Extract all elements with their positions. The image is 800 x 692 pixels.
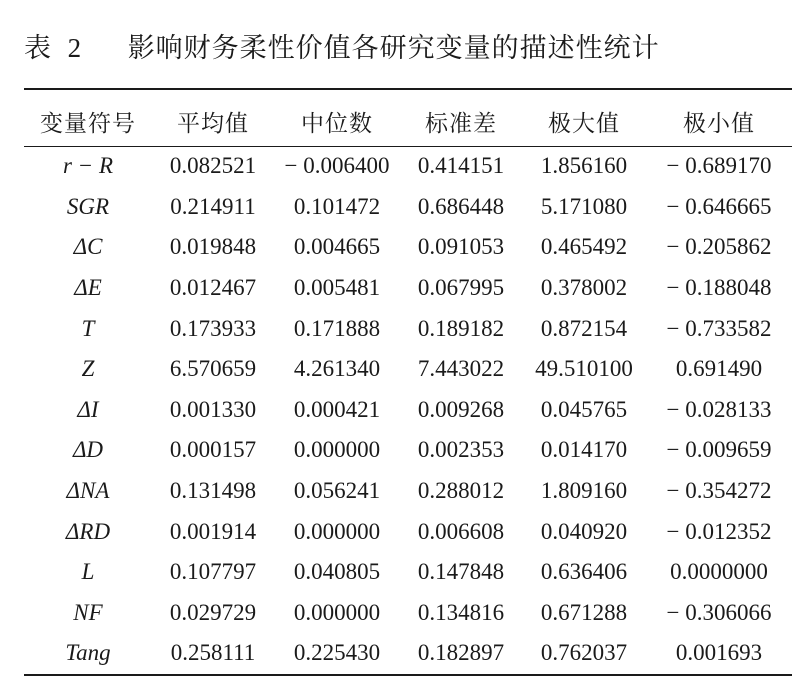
header-row bbox=[24, 96, 792, 146]
cell-median: 0.005481 bbox=[293, 275, 381, 301]
cell-median: 0.040805 bbox=[293, 559, 381, 585]
caption-label: 表 bbox=[24, 33, 52, 64]
cell-max: 0.014170 bbox=[540, 437, 628, 463]
cell-std-dev: 0.091053 bbox=[417, 234, 505, 260]
cell-median: 0.004665 bbox=[293, 234, 381, 260]
table-row bbox=[24, 146, 792, 187]
cell-median: 0.171888 bbox=[293, 315, 381, 341]
table-row bbox=[24, 511, 792, 552]
cell-max: 49.510100 bbox=[535, 356, 633, 382]
table-row bbox=[24, 471, 792, 512]
table-row bbox=[24, 268, 792, 309]
cell-max: 5.171080 bbox=[540, 193, 628, 219]
cell-min: − 0.205862 bbox=[666, 234, 772, 260]
cell-min: 0.001693 bbox=[675, 640, 763, 666]
cell-median: 0.000000 bbox=[293, 599, 381, 625]
cell-median: 4.261340 bbox=[293, 356, 381, 382]
cell-mean: 0.258111 bbox=[170, 640, 256, 666]
cell-variable-symbol: ΔRD bbox=[65, 518, 111, 544]
cell-min: − 0.646665 bbox=[666, 193, 772, 219]
top-rule bbox=[24, 88, 792, 90]
cell-std-dev: 0.006608 bbox=[417, 518, 505, 544]
cell-variable-symbol: ΔE bbox=[74, 275, 102, 301]
table-caption bbox=[24, 26, 660, 65]
cell-mean: 0.001914 bbox=[169, 518, 257, 544]
cell-mean: 0.000157 bbox=[169, 437, 257, 463]
cell-std-dev: 0.002353 bbox=[417, 437, 505, 463]
table-row bbox=[24, 633, 792, 674]
cell-variable-symbol: ΔNA bbox=[66, 478, 110, 504]
cell-mean: 0.214911 bbox=[170, 193, 256, 219]
cell-max: 0.671288 bbox=[540, 599, 628, 625]
caption-number: 2 bbox=[67, 33, 83, 63]
cell-mean: 0.029729 bbox=[169, 599, 257, 625]
cell-mean: 0.107797 bbox=[169, 559, 257, 585]
header-median: 中位数 bbox=[301, 110, 373, 137]
cell-median: 0.225430 bbox=[293, 640, 381, 666]
cell-variable-symbol: L bbox=[81, 559, 95, 585]
table-row bbox=[24, 430, 792, 471]
header-std-dev: 标准差 bbox=[425, 110, 497, 137]
cell-max: 0.872154 bbox=[540, 315, 628, 341]
cell-variable-symbol: Tang bbox=[65, 640, 111, 666]
cell-variable-symbol: Z bbox=[81, 356, 95, 382]
cell-median: 0.000000 bbox=[293, 437, 381, 463]
table-row bbox=[24, 308, 792, 349]
cell-min: 0.0000000 bbox=[670, 559, 768, 585]
header-min: 极小值 bbox=[683, 110, 755, 137]
cell-median: 0.101472 bbox=[293, 193, 381, 219]
header-mean: 平均值 bbox=[177, 110, 249, 137]
cell-std-dev: 0.182897 bbox=[417, 640, 505, 666]
table-body bbox=[24, 146, 792, 674]
cell-variable-symbol: ΔD bbox=[72, 437, 104, 463]
cell-min: − 0.306066 bbox=[666, 599, 772, 625]
table-header bbox=[24, 96, 792, 146]
cell-min: − 0.028133 bbox=[666, 396, 772, 422]
cell-mean: 0.131498 bbox=[169, 478, 257, 504]
cell-max: 1.856160 bbox=[540, 153, 628, 179]
cell-std-dev: 0.686448 bbox=[417, 193, 505, 219]
cell-mean: 0.001330 bbox=[169, 396, 257, 422]
caption-title: 影响财务柔性价值各研究变量的描述性统计 bbox=[127, 33, 660, 64]
cell-max: 0.762037 bbox=[540, 640, 628, 666]
cell-min: − 0.012352 bbox=[666, 518, 772, 544]
table-row bbox=[24, 593, 792, 634]
cell-variable-symbol: ΔC bbox=[73, 234, 103, 260]
cell-mean: 0.173933 bbox=[169, 315, 257, 341]
table-row bbox=[24, 552, 792, 593]
cell-mean: 0.082521 bbox=[169, 153, 257, 179]
cell-median: 0.000000 bbox=[293, 518, 381, 544]
header-variable-symbol: 变量符号 bbox=[40, 110, 136, 137]
cell-mean: 0.019848 bbox=[169, 234, 257, 260]
table-row bbox=[24, 349, 792, 390]
cell-std-dev: 0.067995 bbox=[417, 275, 505, 301]
table-row bbox=[24, 227, 792, 268]
cell-std-dev: 0.414151 bbox=[417, 153, 505, 179]
descriptive-statistics-table bbox=[24, 96, 792, 674]
cell-min: − 0.689170 bbox=[666, 153, 772, 179]
cell-min: − 0.009659 bbox=[666, 437, 772, 463]
cell-variable-symbol: T bbox=[81, 315, 95, 341]
header-max: 极大值 bbox=[548, 110, 620, 137]
table-row bbox=[24, 390, 792, 431]
cell-min: − 0.354272 bbox=[666, 478, 772, 504]
cell-min: − 0.188048 bbox=[666, 275, 772, 301]
cell-variable-symbol: SGR bbox=[66, 193, 110, 219]
cell-median: 0.056241 bbox=[293, 478, 381, 504]
cell-std-dev: 0.189182 bbox=[417, 315, 505, 341]
cell-std-dev: 0.147848 bbox=[417, 559, 505, 585]
cell-min: 0.691490 bbox=[675, 356, 763, 382]
cell-variable-symbol: ΔI bbox=[77, 396, 99, 422]
cell-variable-symbol: r − R bbox=[62, 153, 114, 179]
cell-max: 0.636406 bbox=[540, 559, 628, 585]
cell-median: 0.000421 bbox=[293, 396, 381, 422]
cell-max: 0.378002 bbox=[540, 275, 628, 301]
cell-std-dev: 0.288012 bbox=[417, 478, 505, 504]
table-row bbox=[24, 187, 792, 228]
bottom-rule bbox=[24, 674, 792, 676]
cell-max: 0.040920 bbox=[540, 518, 628, 544]
cell-mean: 6.570659 bbox=[169, 356, 257, 382]
cell-std-dev: 7.443022 bbox=[417, 356, 505, 382]
cell-max: 0.465492 bbox=[540, 234, 628, 260]
cell-median: − 0.006400 bbox=[284, 153, 390, 179]
cell-max: 1.809160 bbox=[540, 478, 628, 504]
cell-max: 0.045765 bbox=[540, 396, 628, 422]
cell-std-dev: 0.009268 bbox=[417, 396, 505, 422]
cell-std-dev: 0.134816 bbox=[417, 599, 505, 625]
cell-min: − 0.733582 bbox=[666, 315, 772, 341]
cell-mean: 0.012467 bbox=[169, 275, 257, 301]
cell-variable-symbol: NF bbox=[73, 599, 103, 625]
